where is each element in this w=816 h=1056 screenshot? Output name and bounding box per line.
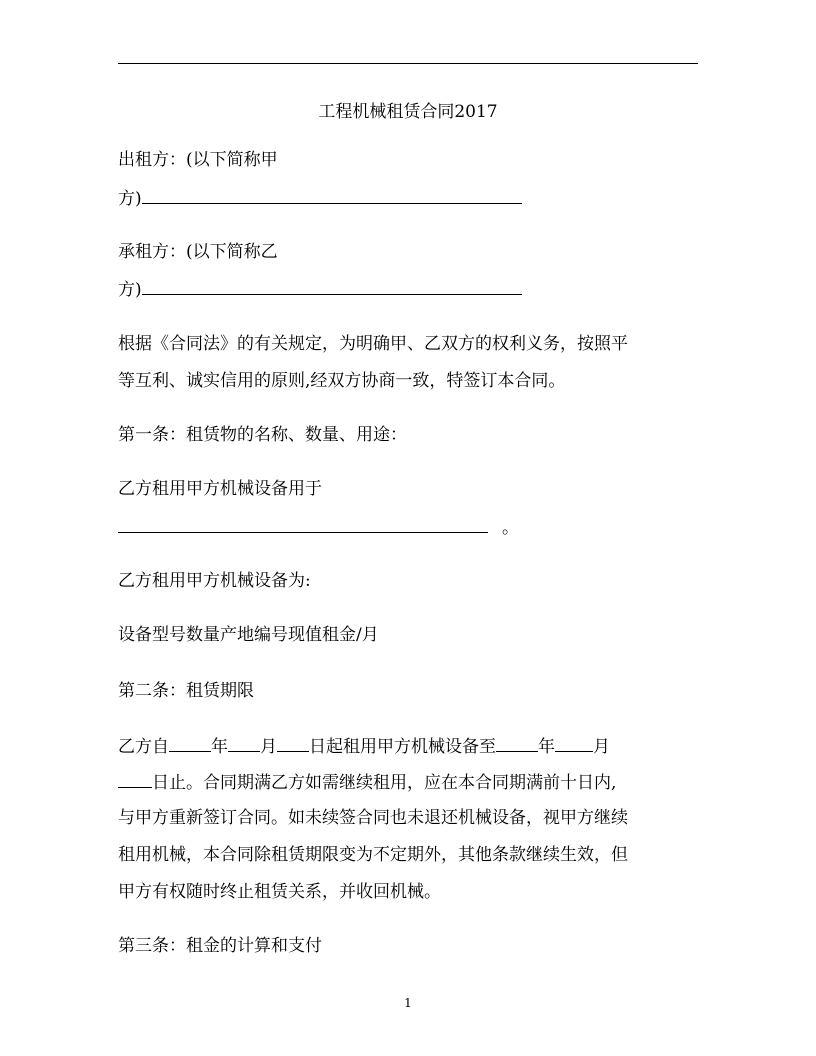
text-until: 日起租用甲方机械设备至	[309, 737, 496, 757]
text-end-year: 年	[538, 737, 555, 757]
article-1-equipment-intro: 乙方租用甲方机械设备为:	[118, 571, 311, 591]
lessor-line-1: 出租方：(以下简称甲	[118, 150, 278, 170]
text-year: 年	[211, 737, 228, 757]
start-year-blank	[169, 734, 211, 752]
lessor-name-blank	[142, 186, 522, 204]
article-2-heading: 第二条：租赁期限	[118, 681, 254, 701]
use-line-end: 。	[502, 518, 519, 538]
start-day-blank	[277, 734, 309, 752]
page-number: 1	[404, 996, 412, 1010]
text-month: 月	[260, 737, 277, 757]
article-2-line-4: 租用机械，本合同除租赁期限变为不定期外，其他条款继续生效，但	[118, 845, 628, 865]
article-2-line-5: 甲方有权随时终止租赁关系，并收回机械。	[118, 882, 441, 902]
end-day-blank	[118, 770, 152, 788]
article-1-use-blank-line	[118, 515, 519, 540]
document-title: 工程机械租赁合同2017	[318, 102, 498, 122]
lessor-line-2-prefix: 方)	[118, 189, 142, 209]
preamble-line-2: 等互利、诚实信用的原则,经双方协商一致，特签订本合同。	[118, 371, 566, 391]
text-from: 乙方自	[118, 737, 169, 757]
lessee-line-2-prefix: 方)	[118, 280, 142, 300]
article-1-heading: 第一条：租赁物的名称、数量、用途：	[118, 425, 407, 445]
end-year-blank	[496, 734, 538, 752]
lessor-line-2	[118, 186, 522, 211]
start-month-blank	[228, 734, 260, 752]
text-end-month: 月	[593, 737, 610, 757]
end-month-blank	[555, 734, 593, 752]
lessee-name-blank	[142, 277, 522, 295]
article-2-line-1	[118, 734, 610, 759]
header-rule	[118, 63, 698, 64]
article-1-equipment-columns: 设备型号数量产地编号现值租金/月	[118, 625, 379, 645]
article-3-heading: 第三条：租金的计算和支付	[118, 936, 322, 956]
use-purpose-blank	[118, 515, 488, 533]
article-2-line-3: 与甲方重新签订合同。如未续签合同也未退还机械设备，视甲方继续	[118, 808, 628, 828]
article-2-line-2-text: 日止。合同期满乙方如需继续租用，应在本合同期满前十日内,	[152, 773, 617, 793]
lessee-line-2	[118, 277, 522, 302]
lessee-line-1: 承租方：(以下简称乙	[118, 242, 278, 262]
article-1-use-line: 乙方租用甲方机械设备用于	[118, 479, 322, 499]
article-2-line-2	[118, 770, 616, 795]
preamble-line-1: 根据《合同法》的有关规定，为明确甲、乙双方的权利义务，按照平	[118, 334, 628, 354]
